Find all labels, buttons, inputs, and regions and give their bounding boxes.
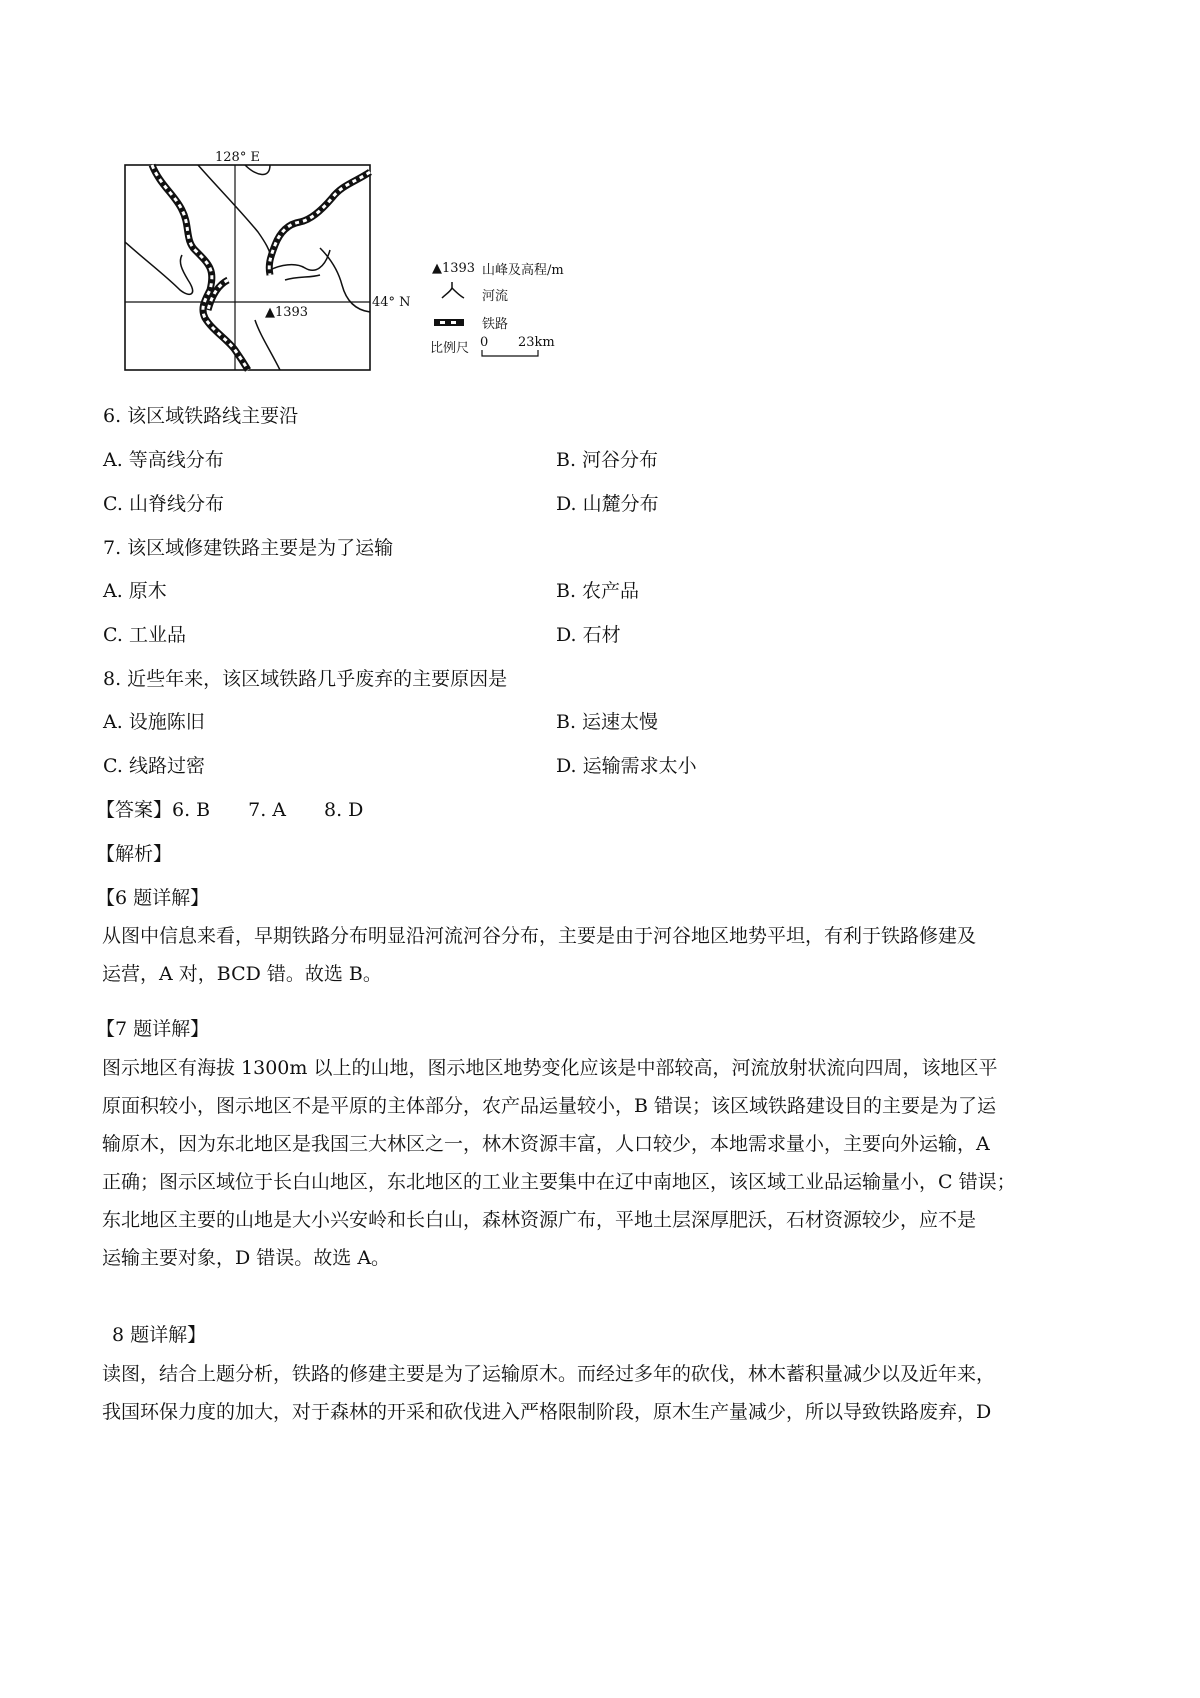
option-d: D. 山麓分布: [556, 493, 659, 515]
paragraph-line: 运输主要对象，D 错误。故选 A。: [102, 1247, 391, 1269]
detail6-text: [102, 917, 1100, 993]
scale-bar: [482, 350, 538, 356]
question-stem: 6. 该区域铁路线主要沿: [103, 405, 299, 427]
paragraph-line: 读图，结合上题分析，铁路的修建主要是为了运输原木。而经过多年的砍伐，林木蓄积量减少以及近年来，: [102, 1363, 996, 1385]
paragraph-line: 从图中信息来看，早期铁路分布明显沿河流河谷分布，主要是由于河谷地区地势平坦，有利于铁路修建及: [102, 925, 977, 947]
legend-scale-zero: 0: [480, 335, 489, 350]
peak-label: ▲1393: [265, 305, 309, 320]
paragraph-line: 图示地区有海拔 1300m 以上的山地，图示地区地势变化应该是中部较高，河流放射状流向四周，该地区平: [102, 1057, 998, 1079]
legend-rail-icon: [434, 319, 464, 326]
option-b: B. 运速太慢: [556, 711, 659, 733]
paragraph-line: 东北地区主要的山地是大小兴安岭和长白山，森林资源广布，平地土层深厚肥沃，石材资源较少，应不是: [102, 1209, 977, 1231]
option-b: B. 河谷分布: [556, 449, 659, 471]
legend-rail-text: 铁路: [482, 317, 509, 332]
detail8-heading: 8 题详解】: [112, 1324, 207, 1346]
railway-river-map: [120, 150, 600, 375]
legend-scale-label: 比例尺: [430, 341, 470, 356]
map-legend: [430, 261, 564, 356]
detail7-heading: 【7 题详解】: [96, 1018, 210, 1040]
question-stem: 8. 近些年来，该区域铁路几乎废弃的主要原因是: [103, 668, 508, 690]
option-a: A. 原木: [103, 580, 167, 602]
answer-line: 【答案】6. B 7. A 8. D: [96, 799, 364, 821]
legend-river-icon: [442, 282, 464, 298]
option-d: D. 石材: [556, 624, 621, 646]
longitude-label: 128° E: [215, 150, 260, 165]
detail8-text: [102, 1355, 1100, 1431]
option-c: C. 工业品: [103, 624, 186, 646]
legend-peak-text: 山峰及高程/m: [482, 263, 564, 278]
paragraph-line: 运营，A 对，BCD 错。故选 B。: [102, 963, 382, 985]
paragraph-line: 输原木，因为东北地区是我国三大林区之一，林木资源丰富，人口较少，本地需求量小，主要向外运输，A: [102, 1133, 990, 1155]
option-b: B. 农产品: [556, 580, 640, 602]
latitude-label: 44° N: [372, 295, 411, 310]
option-a: A. 设施陈旧: [103, 711, 205, 733]
option-c: C. 线路过密: [103, 755, 205, 777]
question-stem: 7. 该区域修建铁路主要是为了运输: [103, 537, 394, 559]
detail7-text: [102, 1049, 1100, 1277]
paragraph-line: 原面积较小，图示地区不是平原的主体部分，农产品运量较小，B 错误；该区域铁路建设目的主要是为了运: [102, 1095, 997, 1117]
option-a: A. 等高线分布: [103, 449, 224, 471]
railway-lines: [152, 165, 370, 370]
option-c: C. 山脊线分布: [103, 493, 224, 515]
option-d: D. 运输需求太小: [556, 755, 697, 777]
paragraph-line: 我国环保力度的加大，对于森林的开采和砍伐进入严格限制阶段，原木生产量减少，所以导致铁路废弃，D: [102, 1401, 992, 1423]
paragraph-line: 正确；图示区域位于长白山地区，东北地区的工业主要集中在辽中南地区，该区域工业品运输量小，C 错误；: [102, 1171, 1016, 1193]
detail6-heading: 【6 题详解】: [96, 887, 210, 909]
analysis-heading: 【解析】: [96, 843, 173, 865]
legend-peak-sample: ▲1393: [432, 261, 476, 276]
legend-scale-value: 23km: [518, 335, 555, 350]
legend-river-text: 河流: [482, 289, 509, 304]
